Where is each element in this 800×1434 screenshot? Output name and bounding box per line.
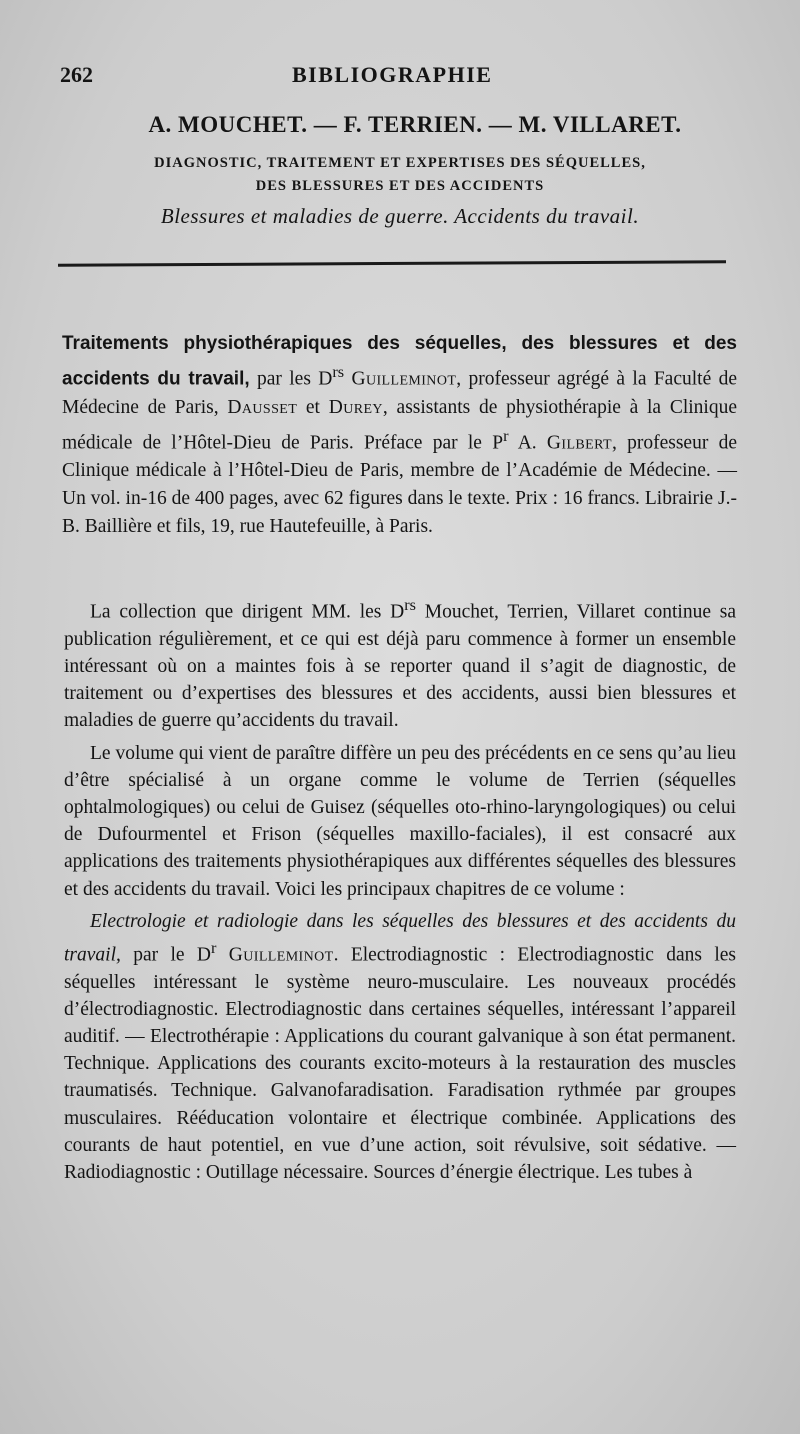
running-title: BIBLIOGRAPHIE (292, 62, 493, 87)
superscript: rs (332, 363, 345, 381)
entry-text: , assistants de physiothérapie à la Clinique médicale de l’Hôtel-Dieu de Paris. Préface par le P (62, 396, 737, 453)
superscript: r (211, 938, 217, 957)
author-name: Guilleminot (228, 944, 334, 966)
book-entry (62, 330, 737, 541)
series-authors: A. MOUCHET. — F. TERRIEN. — M. VILLARET. (148, 112, 682, 137)
paragraph (64, 592, 736, 735)
paragraph: Le volume qui vient de paraître diffère un peu des précédents en ce sens qu’au lieu d’être spécialisé à un organe comme le volume de Terrien (séquelles ophtalmologiques) ou celui de Guisez (séquelles oto-rhino-laryngologiques) ou celui de Dufourmentel et Frison (séquelles maxillo-faciales), il est consacré aux applications des traitements physiothérapiques aux différentes séquelles des blessures et des accidents du travail. Voici les principaux chapitres de ce volume : (64, 742, 736, 900)
author-name: Gilbert (546, 432, 612, 453)
chapter-title: Electrologie et radiologie dans les séquelles des blessures et des accidents du travail, (64, 910, 736, 966)
book-title: Traitements physiothérapiques des séquelles, des blessures et des accidents du travail, (62, 333, 737, 390)
author-name: Guilleminot (351, 368, 457, 390)
text-run: Mouchet, Terrien, Villaret continue sa publication régulièrement, et ce qui est déjà paru commence à former un ensemble intéressant où on a maintes fois à se reporter quand il s’agit de diagnostic, de traitement ou d’expertises des blessures et des accidents, aussi bien blessures et maladies de guerre qu’accidents du travail. (64, 601, 736, 732)
superscript: r (503, 426, 509, 445)
text-run: . Electrodiagnostic : Electrodiagnostic dans les séquelles intéressant le système neuro-musculaire. Les nouveaux procédés d’électrodiagnostic. Electrodiagnostic dans certaines séquelles, intéressant l’appareil auditif. — Electrothérapie : Applications du courant galvanique à son état permanent. Technique. Applications des courants excito-moteurs à la restauration des muscles traumatisés. Technique. Galvanofaradisation. Faradisation rythmée par groupes musculaires. Rééducation volontaire et électrique combinée. Applications des courants de haut potentiel, en vue d’une action, soit révulsive, soit sédative. — Radiodiagnostic : Outillage nécessaire. Sources d’énergie électrique. Les tubes à (64, 944, 736, 1184)
entry-text: , professeur agrégé à la Faculté de Médecine de Paris, (62, 368, 737, 418)
paragraph (64, 908, 736, 1187)
horizontal-rule (58, 260, 726, 266)
entry-text: et (297, 396, 329, 418)
series-subtitle (60, 152, 740, 198)
series-subtitle-line-2: DES BLESSURES ET DES ACCIDENTS (255, 178, 545, 195)
entry-text: par les D (249, 368, 333, 390)
series-themes: Blessures et maladies de guerre. Accidents du travail. (160, 204, 640, 229)
author-name: Dausset (227, 396, 298, 418)
series-heading (60, 112, 740, 229)
entry-text: A. (508, 432, 547, 453)
series-subtitle-line-1: DIAGNOSTIC, TRAITEMENT ET EXPERTISES DES SÉQUELLES, (154, 155, 646, 171)
review-body (64, 592, 736, 1191)
author-name: Durey (328, 396, 383, 418)
text-run: La collection que dirigent MM. les D (90, 601, 405, 623)
entry-text: , professeur de Clinique médicale à l’Hôtel-Dieu de Paris, membre de l’Académie de Médecine. — Un vol. in-16 de 400 pages, avec 62 figures dans le texte. Prix : 16 francs. Librairie J.-B. Baillière et fils, 19, rue Hautefeuille, à Paris. (62, 432, 737, 537)
text-run: par le D (120, 944, 212, 966)
superscript: rs (404, 596, 416, 614)
page-number: 262 (60, 62, 93, 87)
page-header (60, 62, 740, 94)
